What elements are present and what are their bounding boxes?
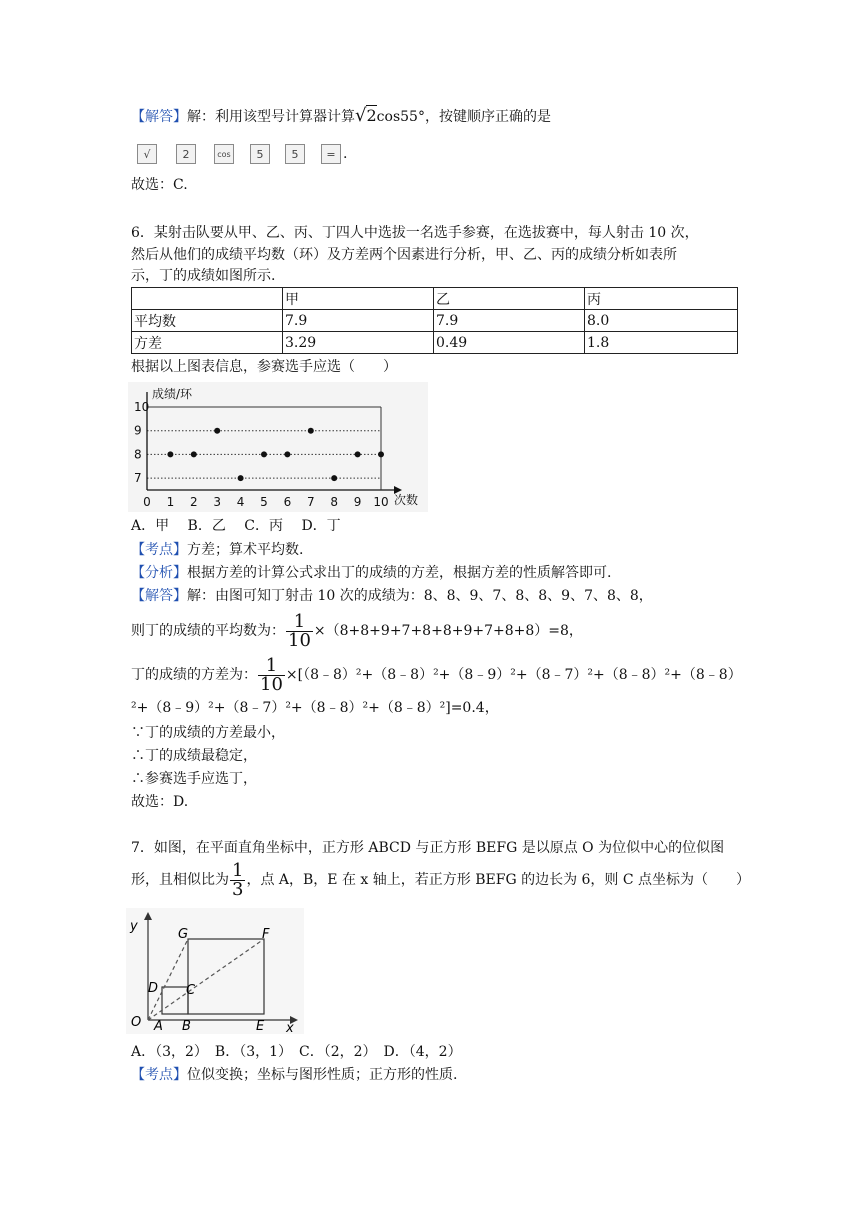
- table-header-cell: [132, 288, 283, 310]
- figure-background: [126, 908, 304, 1034]
- chart-background: [128, 382, 428, 512]
- q6-mean-line: [131, 612, 583, 650]
- q5-answer-text: 解：利用该型号计算器计算: [187, 109, 355, 125]
- table-header-cell: 乙: [434, 288, 585, 310]
- q7-similar-squares-figure: [126, 908, 304, 1034]
- data-point: [355, 451, 361, 457]
- q6-conclusion: 故选：D.: [131, 794, 189, 810]
- equals-key: =: [321, 144, 341, 164]
- key-5-first: 5: [250, 144, 270, 164]
- jieda-tag: 【解答】: [131, 588, 187, 604]
- sqrt-key-icon: √: [137, 144, 157, 164]
- y-axis-label: 成绩/环: [152, 387, 193, 401]
- label-e: E: [256, 1019, 265, 1034]
- q7-stem-before: 形，且相似比为: [131, 872, 229, 888]
- x-tick-label: 10: [373, 495, 389, 509]
- key-2: 2: [176, 144, 196, 164]
- x-tick-label: 8: [330, 495, 339, 509]
- kaodian-tag: 【考点】: [131, 1067, 187, 1083]
- fraction-denominator: 10: [260, 673, 283, 695]
- label-y: y: [130, 919, 138, 934]
- fenxi-tag: 【分析】: [131, 565, 187, 581]
- q6-because: ∵丁的成绩的方差最小，: [131, 725, 285, 741]
- variance-prefix: 丁的成绩的方差为：: [131, 667, 257, 683]
- q6-stem-line-1: 6．某射击队要从甲、乙、丙、丁四人中选拔一名选手参赛，在选拔赛中，每人射击 10 次，: [131, 225, 699, 241]
- data-point: [378, 451, 384, 457]
- q5-answer-text-after: ，按键顺序正确的是: [424, 109, 551, 125]
- fraction-denominator: 10: [288, 629, 311, 651]
- q6-question: 根据以上图表信息，参赛选手应选（ ）: [131, 359, 397, 375]
- q5-conclusion: 故选：C.: [131, 177, 188, 193]
- table-row: [132, 332, 738, 354]
- x-tick-label: 6: [283, 495, 292, 509]
- y-tick-label: 10: [134, 400, 150, 414]
- q6-stats-table: [131, 287, 738, 354]
- data-point: [331, 475, 337, 481]
- table-row: [132, 310, 738, 332]
- label-g: G: [178, 927, 189, 942]
- x-tick-label: 5: [260, 495, 268, 509]
- q6-jieda-line-1: [131, 586, 653, 606]
- variance-terms: ×[（8﹣8）²+（8﹣8）²+（8﹣9）²+（8﹣7）²+（8﹣8）²+（8﹣8）: [285, 667, 742, 683]
- fraction-numerator: 1: [286, 613, 313, 632]
- data-point: [308, 428, 314, 434]
- q6-kaodian: [131, 540, 303, 560]
- kaodian-tag: 【考点】: [131, 542, 187, 558]
- table-cell: 平均数: [132, 310, 283, 332]
- sqrt-radicand: 2: [366, 106, 377, 125]
- mean-prefix: 则丁的成绩的平均数为：: [131, 623, 285, 639]
- q5-answer-line: [131, 106, 551, 127]
- q6-fenxi: [131, 563, 611, 583]
- fenxi-text: 根据方差的计算公式求出丁的成绩的方差，根据方差的性质解答即可.: [187, 565, 612, 581]
- fraction-one-third: [230, 859, 245, 900]
- keys-suffix: .: [343, 146, 348, 162]
- label-b: B: [182, 1019, 191, 1034]
- q6-variance-line-1: [131, 656, 742, 694]
- cos-key: cos: [214, 144, 234, 164]
- label-d: D: [148, 981, 159, 996]
- y-tick-label: 7: [134, 471, 142, 486]
- table-cell: 0.49: [434, 332, 585, 354]
- data-point: [214, 428, 220, 434]
- fraction-one-tenth: [286, 610, 313, 651]
- table-cell: 方差: [132, 332, 283, 354]
- x-tick-label: 0: [143, 495, 151, 509]
- x-tick-label: 3: [213, 495, 222, 509]
- data-point: [238, 475, 244, 481]
- table-row: [132, 288, 738, 310]
- data-point: [261, 451, 267, 457]
- q7-stem-line-1: 7．如图，在平面直角坐标中，正方形 ABCD 与正方形 BEFG 是以原点 O 为位似中心的位似图: [131, 840, 725, 856]
- table-cell: 7.9: [283, 310, 434, 332]
- table-cell: 7.9: [434, 310, 585, 332]
- mean-suffix: ×（8+8+9+7+8+8+9+7+8+8）=8，: [313, 623, 583, 639]
- kaodian-text: 方差；算术平均数.: [187, 542, 304, 558]
- x-tick-label: 4: [236, 495, 245, 509]
- q6-stem-line-3: 示，丁的成绩如图所示.: [131, 268, 276, 284]
- sqrt-symbol: √: [355, 105, 367, 126]
- q6-score-chart: [128, 382, 428, 512]
- label-f: F: [262, 927, 270, 942]
- label-a: A: [154, 1019, 163, 1034]
- table-cell: 8.0: [585, 310, 738, 332]
- fraction-denominator: 3: [232, 878, 244, 900]
- q6-variance-line-2: ²+（8﹣9）²+（8﹣7）²+（8﹣8）²+（8﹣8）²]=0.4，: [131, 700, 499, 716]
- q6-stem-line-2: 然后从他们的成绩平均数（环）及方差两个因素进行分析，甲、乙、丙的成绩分析如表所: [131, 247, 677, 263]
- key-5-second: 5: [285, 144, 305, 164]
- y-tick-label: 8: [134, 447, 142, 462]
- x-tick-label: 1: [166, 495, 175, 509]
- q7-kaodian: [131, 1065, 457, 1085]
- cos-text: cos55°: [376, 109, 425, 125]
- q7-options: A．（3，2） B．（3，1） C．（2，2） D．（4，2）: [131, 1044, 462, 1060]
- x-tick-label: 7: [306, 495, 315, 509]
- data-point: [167, 451, 173, 457]
- label-x: x: [286, 1021, 294, 1034]
- table-header-cell: 丙: [585, 288, 738, 310]
- x-tick-label: 2: [189, 495, 198, 509]
- q7-stem-after: ，点 A，B，E 在 x 轴上，若正方形 BEFG 的边长为 6，则 C 点坐标为（ ）: [246, 872, 751, 888]
- fraction-one-tenth: [258, 654, 285, 695]
- fraction-numerator: 1: [232, 859, 244, 881]
- kaodian-text: 位似变换；坐标与图形性质；正方形的性质.: [187, 1067, 458, 1083]
- q6-therefore-1: ∴丁的成绩最稳定，: [131, 748, 257, 764]
- fraction-numerator: 1: [258, 657, 285, 676]
- x-tick-label: 9: [353, 495, 362, 509]
- x-axis-label: 次数: [394, 493, 419, 507]
- jieda-text: 解：由图可知丁射击 10 次的成绩为：8、8、9、7、8、8、9、7、8、8，: [187, 588, 653, 604]
- table-cell: 1.8: [585, 332, 738, 354]
- table-header-cell: 甲: [283, 288, 434, 310]
- table-cell: 3.29: [283, 332, 434, 354]
- data-point: [191, 451, 197, 457]
- label-c: C: [186, 983, 196, 998]
- q7-stem-line-2: [131, 861, 750, 899]
- data-point: [284, 451, 290, 457]
- answer-tag: 【解答】: [131, 109, 187, 125]
- y-tick-label: 9: [134, 423, 142, 438]
- q6-therefore-2: ∴参赛选手应选丁，: [131, 771, 257, 787]
- label-o: O: [131, 1015, 142, 1030]
- q6-options: A．甲 B．乙 C．丙 D．丁: [131, 518, 341, 534]
